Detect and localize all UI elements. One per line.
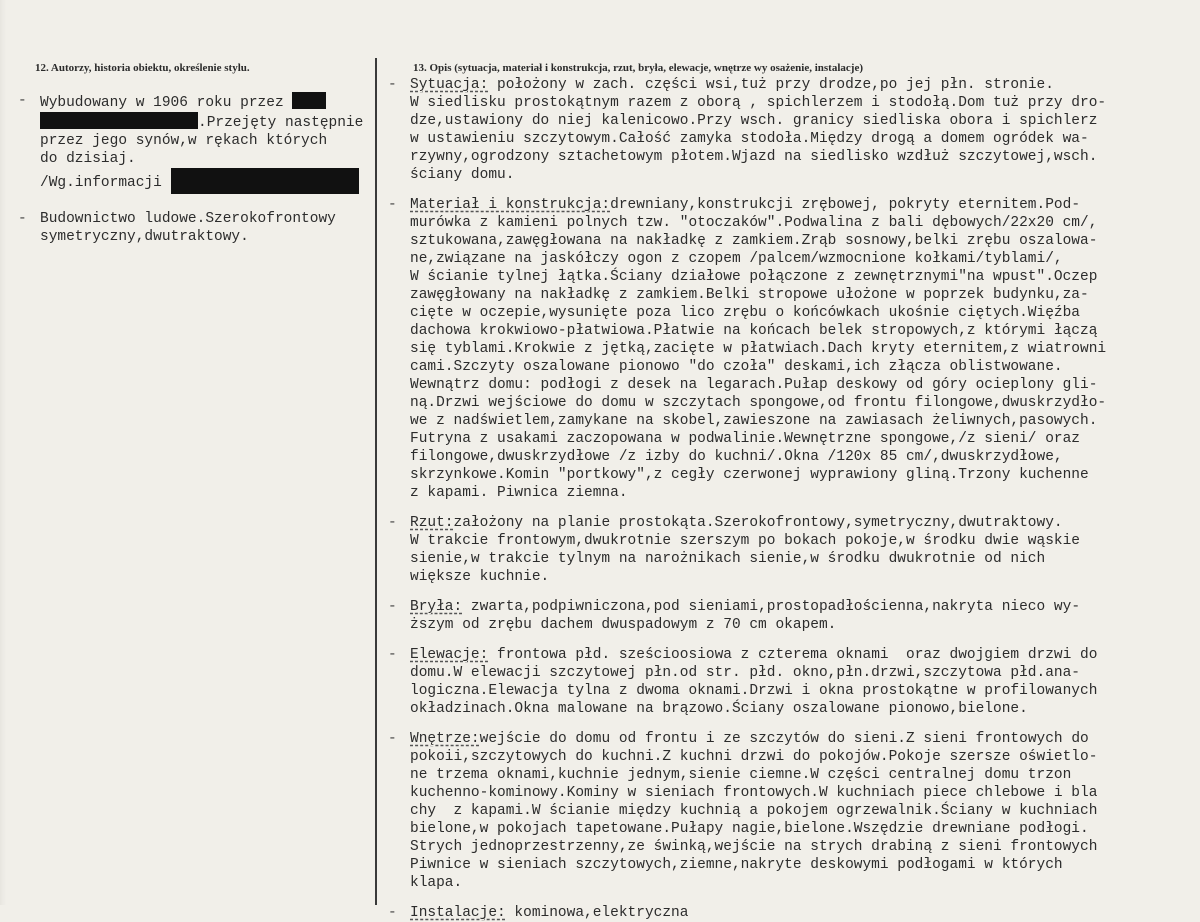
text-line: przez jego synów,w rękach których (40, 133, 328, 149)
text-span: położony w zach. części wsi,tuż przy drodze,po jej płn. stronie. (488, 77, 1054, 93)
history-entry (18, 92, 378, 194)
bullet-dash: - (388, 647, 397, 663)
text-line: sztukowana,zawęgłowana na nakładkę z zamkiem.Zrąb sosnowy,belki zrębu oszalowa- (410, 233, 1098, 249)
redaction-bar (292, 92, 326, 109)
bullet-dash: - (18, 93, 27, 109)
text-span: /Wg.informacji (40, 175, 171, 191)
text-line: kuchenno-kominowy.Kominy w sieniach frontowych.W kuchniach piece chlebowe i bla (410, 785, 1098, 801)
text-line: klapa. (410, 875, 463, 891)
text-line: Wewnątrz domu: podłogi z desek na legarach.Pułap deskowy od góry ocieplony gli- (410, 377, 1098, 393)
instalacje-section (388, 904, 1200, 922)
bullet-dash: - (388, 515, 397, 531)
text-line: we z nadświetlem,zamykane na skobel,zawieszone na zawiasach żeliwnych,pasowych. (410, 413, 1098, 429)
text-line (40, 168, 378, 194)
text-line (410, 730, 1200, 748)
text-line: do dzisiaj. (40, 151, 136, 167)
section-label: Materiał i konstrukcja: (410, 197, 611, 213)
text-line: w ustawieniu szczytowym.Całość zamyka stodoła.Między drogą a domem ogródek wa- (410, 131, 1089, 147)
text-line: W trakcie frontowym,dwukrotnie szerszym po bokach pokoje,w środku dwie wąskie (410, 533, 1081, 549)
text-span: frontowa płd. sześcioosiowa z czterema oknami oraz dwojgiem drzwi do (488, 647, 1098, 663)
section-label: Rzut: (410, 515, 454, 531)
text-line: pokoii,szczytowych do kuchni.Z kuchni drzwi do pokojów.Pokoje szersze oświetlo- (410, 749, 1098, 765)
text-line: dze,ustawiony do niej kalenicowo.Przy wsch. granicy siedliska obora i spichlerz (410, 113, 1098, 129)
text-line: większe kuchnie. (410, 569, 550, 585)
text-line: dachowa krokwiowo-płatwiowa.Płatwie na końcach belek stropowych,z którymi łączą (410, 323, 1098, 339)
text-line: filongowe,dwuskrzydłowe /z izby do kuchni/.Okna /120x 85 cm/,dwuskrzydłowe, (410, 449, 1063, 465)
section-label: Bryła: (410, 599, 463, 615)
bullet-dash: - (388, 731, 397, 747)
text-line: z kapami. Piwnica ziemna. (410, 485, 628, 501)
bullet-dash: - (388, 905, 397, 921)
text-span: Wybudowany w 1906 roku przez (40, 95, 293, 111)
text-span: wejście do domu od frontu i ze szczytów do sieni.Z sieni frontowych do (479, 731, 1089, 747)
text-line: symetryczny,dwutraktowy. (40, 229, 249, 245)
text-span: zwarta,podpiwniczona,pod sieniami,prostopadłościenna,nakryta nieco wy- (462, 599, 1081, 615)
section-label: Sytuacja: (410, 77, 489, 93)
text-span: kominowa,elektryczna (505, 905, 689, 921)
text-line: sienie,w trakcie tylnym na narożnikach sienie,w środku dwukrotnie od nich (410, 551, 1046, 567)
text-line: ne trzema oknami,kuchnie jednym,sienie ciemne.W części centralnej domu trzon (410, 767, 1072, 783)
section-label: Wnętrze: (410, 731, 480, 747)
text-span: .Przejęty następnie (198, 115, 364, 131)
text-line: ższym od zrębu dachem dwuspadowym z 70 cm okapem. (410, 617, 837, 633)
redaction-bar (171, 168, 359, 194)
text-line (410, 646, 1200, 664)
text-line: W ścianie tylnej łątka.Ściany działowe połączone z zewnętrznymi"na wpust".Oczep (410, 269, 1098, 285)
text-line: ściany domu. (410, 167, 515, 183)
text-line: cięte w oczepie,wysunięte poza lico zrębu o końcówkach ukośnie ciętych.Więźba (410, 305, 1081, 321)
bullet-dash: - (388, 599, 397, 615)
text-line: chy z kapami.W ścianie między kuchnią a pokojem ogrzewalnik.Ściany w kuchniach (410, 803, 1098, 819)
text-line: ną.Drzwi wejściowe do domu w szczytach spongowe,od frontu filongowe,dwuskrzydło- (410, 395, 1107, 411)
material-section (388, 196, 1200, 502)
text-line (410, 514, 1200, 532)
text-line: logiczna.Elewacja tylna z dwoma oknami.Drzwi i okna prostokątne w profilowanych (410, 683, 1098, 699)
text-line: Piwnice w sieniach szczytowych,ziemne,nakryte deskowymi podłogami w których (410, 857, 1063, 873)
text-line: ne,związane na jaskółczy ogon z czopem /palcem/wzmocnione kołkami/tyblami/, (410, 251, 1063, 267)
redaction-bar (40, 112, 198, 129)
text-line: Futryna z usakami zaczopowana w podwalinie.Wewnętrzne spongowe,/z sieni/ oraz (410, 431, 1081, 447)
left-column (18, 92, 378, 246)
text-line: Strych jednoprzestrzenny,ze świnką,wejście na strych drabiną z sieni frontowych (410, 839, 1098, 855)
text-line: cami.Szczyty oszalowane pionowo "do czoła" deskami,ich złącza oblistwowane. (410, 359, 1063, 375)
text-line (410, 196, 1200, 214)
bullet-dash: - (388, 197, 397, 213)
section-13-heading: 13. Opis (sytuacja, materiał i konstrukcja, rzut, bryła, elewacje, wnętrze wy osażenie, instalacje) (413, 62, 863, 74)
right-column (388, 76, 1200, 922)
bullet-dash: - (18, 211, 27, 227)
section-12-heading: 12. Autorzy, historia obiektu, określenie stylu. (35, 62, 250, 74)
text-span: drewniany,konstrukcji zrębowej, pokryty eternitem.Pod- (610, 197, 1081, 213)
text-line (410, 904, 1200, 922)
text-line: domu.W elewacji szczytowej płn.od str. płd. okno,płn.drzwi,szczytowa płd.ana- (410, 665, 1081, 681)
text-line: murówka z kamieni polnych tzw. "otoczaków".Podwalina z bali dębowych/22x20 cm/, (410, 215, 1098, 231)
section-label: Elewacje: (410, 647, 489, 663)
bullet-dash: - (388, 77, 397, 93)
text-line: bielone,w pokojach tapetowane.Pułapy nagie,bielone.Wszędzie drewniane podłogi. (410, 821, 1089, 837)
bryla-section (388, 598, 1200, 634)
text-line (40, 112, 378, 132)
text-line: skrzynkowe.Komin "portkowy",z cegły czerwonej wyprawiony gliną.Trzony kuchenne (410, 467, 1089, 483)
elewacje-section (388, 646, 1200, 718)
wnetrze-section (388, 730, 1200, 892)
text-line: W siedlisku prostokątnym razem z oborą , spichlerzem i stodołą.Dom tuż przy dro- (410, 95, 1107, 111)
text-line (40, 92, 378, 112)
text-line: Budownictwo ludowe.Szerokofrontowy (40, 211, 336, 227)
text-line: rzywny,ogrodzony sztachetowym płotem.Wjazd na siedlisko wzdłuż szczytowej,wsch. (410, 149, 1098, 165)
section-label: Instalacje: (410, 905, 506, 921)
text-line (410, 76, 1200, 94)
text-line: zawęgłowany na nakładkę z zamkiem.Belki stropowe ułożone w poprzek budynku,za- (410, 287, 1089, 303)
style-entry (18, 210, 378, 246)
text-line: okładzinach.Okna malowane na brązowo.Ściany oszalowane pionowo,bielone. (410, 701, 1028, 717)
text-line (410, 598, 1200, 616)
text-line: się tyblami.Krokwie z jętką,zacięte w płatwiach.Dach kryty eternitem,z wiatrowni (410, 341, 1107, 357)
text-span: założony na planie prostokąta.Szerokofrontowy,symetryczny,dwutraktowy. (453, 515, 1063, 531)
sytuacja-section (388, 76, 1200, 184)
rzut-section (388, 514, 1200, 586)
